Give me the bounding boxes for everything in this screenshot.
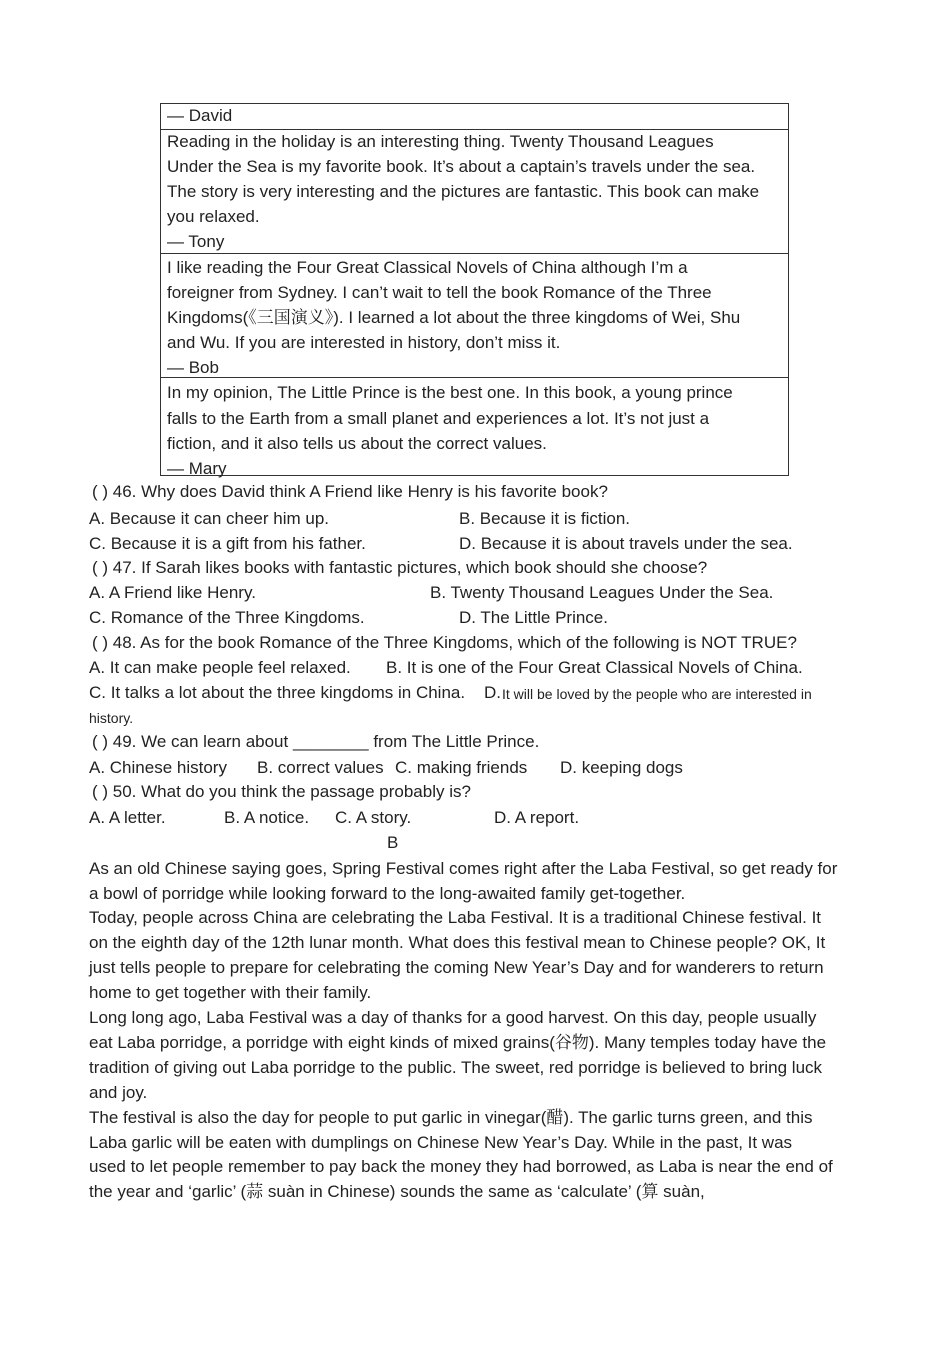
q46-option-d: D. Because it is about travels under the sea. — [459, 534, 793, 553]
question-48-stem: ( ) 48. As for the book Romance of the Three Kingdoms, which of the following is NOT TRUE? — [92, 633, 797, 652]
q49-option-a: A. Chinese history — [89, 758, 227, 777]
passage-line: used to let people remember to pay back the money they had borrowed, as Laba is near the end of — [89, 1157, 833, 1176]
q50-option-d: D. A report. — [494, 808, 580, 827]
q47-option-d: D. The Little Prince. — [459, 608, 608, 627]
q48-option-d: It will be loved by the people who are interested in — [502, 686, 812, 702]
q46-option-a: A. Because it can cheer him up. — [89, 509, 330, 528]
passage-line: on the eighth day of the 12th lunar month. What does this festival mean to Chinese people? OK, It — [89, 933, 826, 952]
review-line: foreigner from Sydney. I can’t wait to tell the book Romance of the Three — [167, 283, 712, 302]
review-line: In my opinion, The Little Prince is the best one. In this book, a young prince — [167, 383, 733, 402]
q47-option-a: A. A Friend like Henry. — [89, 583, 256, 602]
signature-bob: — Bob — [167, 358, 219, 377]
passage-line: and joy. — [89, 1083, 148, 1102]
q48-option-b: B. It is one of the Four Great Classical Novels of China. — [386, 658, 803, 677]
q48-option-a: A. It can make people feel relaxed. — [89, 658, 351, 677]
passage-line: tradition of giving out Laba porridge to the public. The sweet, red porridge is believed to bring luck — [89, 1058, 823, 1077]
question-47-stem: ( ) 47. If Sarah likes books with fantastic pictures, which book should she choose? — [92, 558, 708, 577]
q48-option-d-continued: history. — [89, 710, 134, 726]
review-line: you relaxed. — [167, 207, 260, 226]
question-49-stem: ( ) 49. We can learn about ________ from The Little Prince. — [92, 732, 540, 751]
q50-option-a: A. A letter. — [89, 808, 166, 827]
review-line: and Wu. If you are interested in history, don’t miss it. — [167, 333, 561, 352]
q47-option-b: B. Twenty Thousand Leagues Under the Sea. — [430, 583, 774, 602]
q49-option-d: D. keeping dogs — [560, 758, 683, 777]
signature-david: — David — [167, 106, 233, 125]
review-line: fiction, and it also tells us about the correct values. — [167, 434, 547, 453]
reviews-table — [160, 103, 789, 476]
q46-option-c: C. Because it is a gift from his father. — [89, 534, 366, 553]
review-line: I like reading the Four Great Classical Novels of China although I’m a — [167, 258, 688, 277]
passage-line: Laba garlic will be eaten with dumplings on Chinese New Year’s Day. While in the past, It was — [89, 1133, 793, 1152]
passage-line: The festival is also the day for people to put garlic in vinegar(醋). The garlic turns green, and this — [89, 1108, 813, 1127]
review-line: The story is very interesting and the pictures are fantastic. This book can make — [167, 182, 760, 201]
signature-tony: — Tony — [167, 232, 225, 251]
passage-line: a bowl of porridge while looking forward to the long-awaited family get-together. — [89, 884, 686, 903]
signature-mary: — Mary — [167, 459, 227, 478]
q49-option-b: B. correct values — [257, 758, 384, 777]
q48-option-c: C. It talks a lot about the three kingdoms in China. — [89, 683, 466, 702]
q47-option-c: C. Romance of the Three Kingdoms. — [89, 608, 365, 627]
passage-line: just tells people to prepare for celebrating the coming New Year’s Day and for wanderers to return — [89, 958, 824, 977]
question-46-stem: ( ) 46. Why does David think A Friend like Henry is his favorite book? — [92, 482, 608, 501]
table-row-tony — [161, 129, 788, 254]
passage-line: home to get together with their family. — [89, 983, 372, 1002]
q49-option-c: C. making friends — [395, 758, 528, 777]
table-row-bob — [161, 253, 788, 378]
table-row-david — [161, 104, 788, 129]
review-line: falls to the Earth from a small planet and experiences a lot. It’s not just a — [167, 409, 710, 428]
passage-line: Today, people across China are celebrating the Laba Festival. It is a traditional Chinese festival. It — [89, 908, 822, 927]
review-line: Under the Sea is my favorite book. It’s about a captain’s travels under the sea. — [167, 157, 756, 176]
q50-option-c: C. A story. — [335, 808, 412, 827]
question-50-stem: ( ) 50. What do you think the passage probably is? — [92, 782, 471, 801]
table-row-mary — [161, 377, 788, 476]
section-b-heading: B — [387, 833, 399, 852]
passage-line: Long long ago, Laba Festival was a day of thanks for a good harvest. On this day, people usually — [89, 1008, 817, 1027]
passage-line: the year and ‘garlic’ (蒜 suàn in Chinese) sounds the same as ‘calculate’ (算 suàn, — [89, 1182, 705, 1201]
q50-option-b: B. A notice. — [224, 808, 310, 827]
review-line: Kingdoms(《三国演义》). I learned a lot about the three kingdoms of Wei, Shu — [167, 308, 741, 327]
passage-line: As an old Chinese saying goes, Spring Festival comes right after the Laba Festival, so get ready for — [89, 859, 838, 878]
review-line: Reading in the holiday is an interesting thing. Twenty Thousand Leagues — [167, 132, 714, 151]
q48-option-d-prefix: D. — [484, 683, 501, 702]
passage-line: eat Laba porridge, a porridge with eight kinds of mixed grains(谷物). Many temples today have the — [89, 1033, 827, 1052]
q46-option-b: B. Because it is fiction. — [459, 509, 631, 528]
